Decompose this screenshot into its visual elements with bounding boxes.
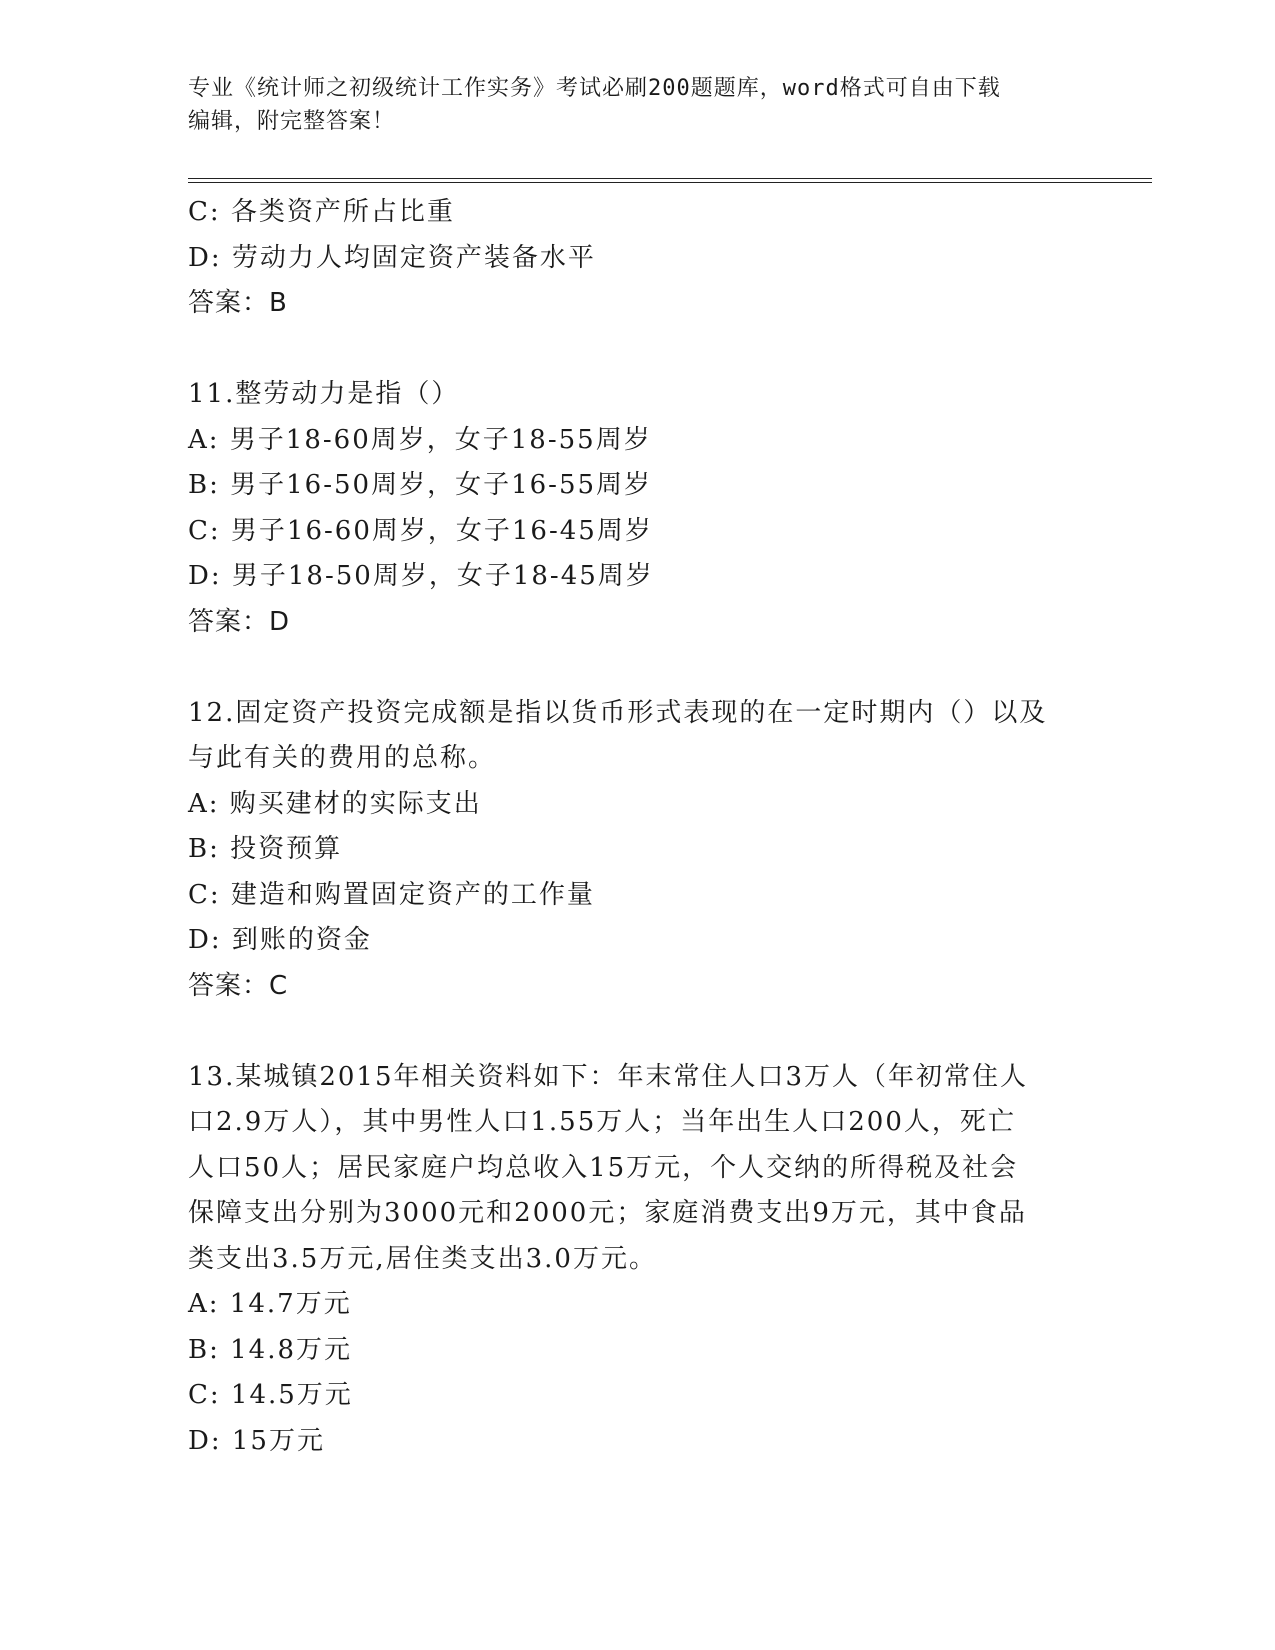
option-c: C: 建造和购置固定资产的工作量 [188, 879, 595, 910]
answer: 答案：D [188, 606, 291, 637]
document-body [188, 190, 1088, 1464]
option-d: D: 男子18-50周岁，女子18-45周岁 [188, 561, 654, 591]
option-d: D: 劳动力人均固定资产装备水平 [188, 242, 596, 273]
option-b: B: 男子16-50周岁，女子16-55周岁 [188, 470, 653, 500]
header-divider [188, 178, 1152, 183]
spacer [188, 645, 1088, 691]
question-stem-line-3: 人口50人；居民家庭户均总收入15万元，个人交纳的所得税及社会 [188, 1152, 1019, 1183]
option-c: C: 男子16-60周岁，女子16-45周岁 [188, 515, 653, 546]
question-11 [188, 372, 1088, 645]
question-10-tail [188, 190, 1088, 327]
question-stem-line-2: 口2.9万人），其中男性人口1.55万人；当年出生人口200人，死亡 [188, 1107, 1016, 1137]
question-stem: 11.整劳动力是指（） [188, 379, 460, 409]
option-a: A: 14.7万元 [188, 1289, 352, 1319]
option-b: B: 投资预算 [188, 834, 343, 864]
header-line-2: 编辑，附完整答案！ [188, 109, 396, 134]
option-d: D: 15万元 [188, 1425, 325, 1456]
option-a: A: 男子18-60周岁，女子18-55周岁 [188, 424, 652, 455]
document-header [188, 72, 1088, 138]
option-b: B: 14.8万元 [188, 1334, 353, 1365]
option-a: A: 购买建材的实际支出 [188, 788, 482, 819]
option-c: C: 14.5万元 [188, 1380, 353, 1410]
question-stem-line-4: 保障支出分别为3000元和2000元；家庭消费支出9万元，其中食品 [188, 1198, 1027, 1228]
question-stem-line-1: 13.某城镇2015年相关资料如下：年末常住人口3万人（年初常住人 [188, 1061, 1029, 1092]
spacer [188, 327, 1088, 373]
answer: 答案：B [188, 288, 288, 318]
answer: 答案：C [188, 970, 289, 1001]
header-line-1: 专业《统计师之初级统计工作实务》考试必刷200题题库，word格式可自由下载 [188, 76, 1001, 101]
option-c: C: 各类资产所占比重 [188, 197, 455, 227]
question-stem-line-5: 类支出3.5万元,居住类支出3.0万元。 [188, 1243, 657, 1274]
spacer [188, 1009, 1088, 1055]
question-13 [188, 1055, 1088, 1465]
question-12 [188, 691, 1088, 1010]
option-d: D: 到账的资金 [188, 925, 372, 955]
question-stem-line-2: 与此有关的费用的总称。 [188, 743, 497, 773]
question-stem-line-1: 12.固定资产投资完成额是指以货币形式表现的在一定时期内（）以及 [188, 697, 1048, 728]
